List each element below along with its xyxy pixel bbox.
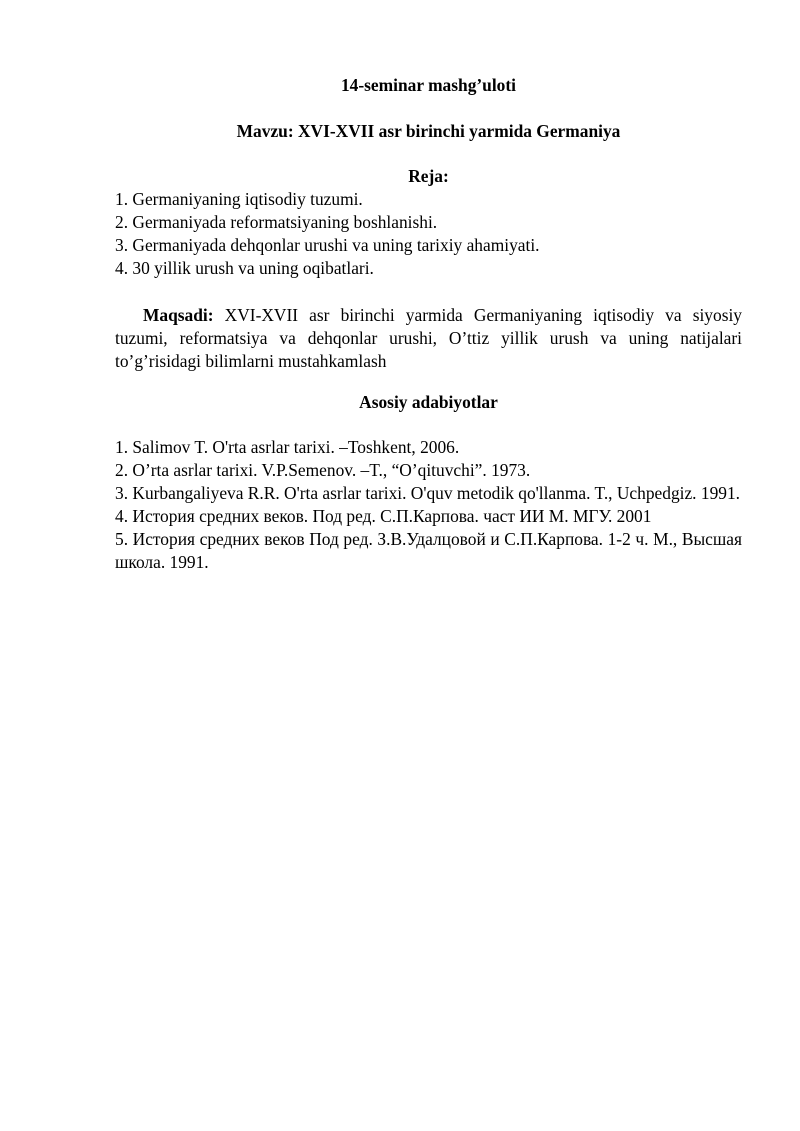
plan-item: 3. Germaniyada dehqonlar urushi va uning tarixiy ahamiyati. xyxy=(115,235,540,255)
goal-paragraph xyxy=(115,304,742,373)
plan-item: 1. Germaniyaning iqtisodiy tuzumi. xyxy=(115,189,363,209)
goal-label: Maqsadi: xyxy=(143,305,214,325)
plan-heading: Reja: xyxy=(408,166,449,186)
plan-list xyxy=(115,188,742,280)
document-page xyxy=(115,74,742,574)
literature-item: 2. O’rta asrlar tarixi. V.P.Semenov. –T., “O’qituvchi”. 1973. xyxy=(115,460,531,480)
literature-item: 3. Kurbangaliyeva R.R. O'rta asrlar tarixi. O'quv metodik qo'llanma. T., Uchpedgiz. 1991. xyxy=(115,483,741,503)
literature-item: 1. Salimov T. O'rta asrlar tarixi. –Toshkent, 2006. xyxy=(115,437,460,457)
topic-heading: Mavzu: XVI-XVII asr birinchi yarmida Germaniya xyxy=(236,121,621,141)
seminar-title: 14-seminar mashg’uloti xyxy=(340,75,517,95)
plan-item: 4. 30 yillik urush va uning oqibatlari. xyxy=(115,258,374,278)
goal-text: XVI-XVII asr birinchi yarmida Germaniyaning iqtisodiy va siyosiy tuzumi, reformatsiya va dehqonlar urushi, O’ttiz yillik urush va uning natijalari to’g’risidagi bilimlarni mustahkamlash xyxy=(115,305,742,371)
plan-item: 2. Germaniyada reformatsiyaning boshlanishi. xyxy=(115,212,438,232)
literature-item: 4. История средних веков. Под ред. С.П.Карпова. част ИИ М. МГУ. 2001 xyxy=(115,506,652,526)
literature-heading: Asosiy adabiyotlar xyxy=(359,392,498,412)
literature-item: 5. История средних веков Под ред. З.В.Удалцовой и С.П.Карпова. 1-2 ч. М., Высшая школа. 1991. xyxy=(115,529,742,572)
literature-list xyxy=(115,436,742,574)
